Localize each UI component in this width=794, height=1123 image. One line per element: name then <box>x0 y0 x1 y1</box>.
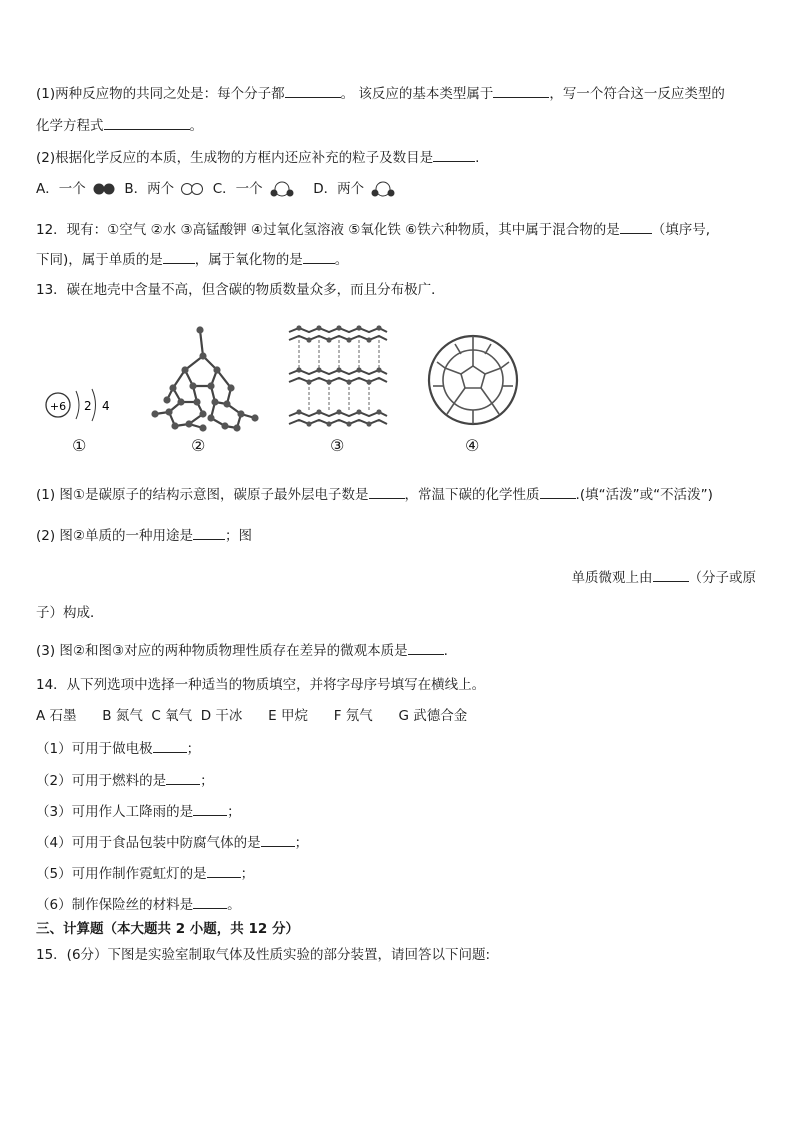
option-label: D．两个 <box>313 181 365 197</box>
q14-text: （6）制作保险丝的材料是 <box>36 897 194 913</box>
option-a[interactable] <box>36 180 120 198</box>
answer-blank[interactable] <box>369 484 405 499</box>
answer-blank[interactable] <box>193 894 227 909</box>
q13-text: 单质微观上由 <box>571 570 653 586</box>
molecule-icon <box>370 181 396 197</box>
q11-text: ，写一个符合这一反应类型的 <box>549 86 725 102</box>
answer-blank[interactable] <box>207 863 241 878</box>
q14-text: （5）可用作制作霓虹灯的是 <box>36 866 207 882</box>
q13-text: (2) 图②单质的一种用途是 <box>36 528 194 544</box>
q13-part2-cont <box>572 567 757 587</box>
q13-text: ；图 <box>225 528 253 544</box>
nucleus-label: +6 <box>49 400 67 413</box>
answer-blank[interactable] <box>163 249 195 264</box>
q14-text: （2）可用于燃料的是 <box>36 773 167 789</box>
q14-item-5 <box>36 863 254 883</box>
two-filled-atoms-icon <box>92 182 118 196</box>
section-heading: 三、计算题（本大题共 2 小题，共 12 分） <box>36 921 299 937</box>
q11-text: (2)根据化学反应的本质，生成物的方框内还应补充的粒子及数目是 <box>36 150 434 166</box>
shell1-electrons: 2 <box>84 399 92 413</box>
answer-blank[interactable] <box>261 832 295 847</box>
q11-line3 <box>36 147 479 167</box>
q11-text: . <box>475 150 480 166</box>
answer-blank[interactable] <box>303 249 335 264</box>
q14-item-2 <box>36 770 214 790</box>
q14-text: ； <box>227 804 241 820</box>
q14-item-1 <box>36 738 200 758</box>
q12-text: 下同)，属于单质的是 <box>36 252 163 268</box>
q13-text: .(填“活泼”或“不活泼”) <box>575 487 713 503</box>
answer-blank[interactable] <box>493 83 549 98</box>
answer-blank[interactable] <box>620 219 652 234</box>
answer-blank[interactable] <box>193 525 225 540</box>
option-b[interactable] <box>124 180 208 198</box>
answer-blank[interactable] <box>285 83 341 98</box>
q14-item-6 <box>36 894 241 914</box>
q14-text: 。 <box>227 897 241 913</box>
answer-blank[interactable] <box>433 147 475 162</box>
shell2-electrons: 4 <box>102 399 110 413</box>
answer-blank[interactable] <box>653 567 689 582</box>
two-hollow-atoms-icon <box>180 182 206 196</box>
figure-label-4: ④ <box>465 436 480 455</box>
q14-text: ； <box>240 866 255 882</box>
q11-options <box>36 180 398 198</box>
figure-label-2: ② <box>191 436 206 455</box>
figure-label-1: ① <box>72 436 87 455</box>
q14-text: （3）可用作人工降雨的是 <box>36 804 194 820</box>
q13-text: （分子或原 <box>688 570 756 586</box>
q13-part2-end: 子）构成． <box>36 605 104 621</box>
option-c[interactable] <box>213 180 297 198</box>
q14-stem: 14．从下列选项中选择一种适当的物质填空，并将字母序号填写在横线上。 <box>36 677 486 693</box>
q14-item-4 <box>36 832 308 852</box>
answer-blank[interactable] <box>104 115 190 130</box>
q11-text: 化学方程式 <box>36 118 104 134</box>
q13-part3 <box>36 640 448 660</box>
q11-text: 。 该反应的基本类型属于 <box>340 86 494 102</box>
q11-text: 。 <box>189 118 203 134</box>
q14-text: ； <box>200 773 214 789</box>
q14-text: ； <box>294 835 309 851</box>
q13-stem: 13．碳在地壳中含量不高，但含碳的物质数量众多，而且分布极广． <box>36 282 445 298</box>
answer-blank[interactable] <box>408 640 444 655</box>
q13-text: (3) 图②和图③对应的两种物质物理性质存在差异的微观本质是 <box>36 643 408 659</box>
q11-line2 <box>36 115 203 135</box>
q13-part2 <box>36 525 252 545</box>
q12-text: ，属于氧化物的是 <box>194 252 303 268</box>
molecule-icon <box>269 181 295 197</box>
q12-line1 <box>36 219 710 239</box>
q13-text: . <box>443 643 448 659</box>
q14-text: （1）可用于做电极 <box>36 741 153 757</box>
q14-options: A 石墨 B 氮气 C 氧气 D 干冰 E 甲烷 F 氖气 G 武德合金 <box>36 708 468 724</box>
option-label: B．两个 <box>124 181 175 197</box>
q13-text: (1) 图①是碳原子的结构示意图，碳原子最外层电子数是 <box>36 487 369 503</box>
answer-blank[interactable] <box>166 770 200 785</box>
answer-blank[interactable] <box>540 484 576 499</box>
q13-text: ，常温下碳的化学性质 <box>404 487 540 503</box>
q11-text: (1)两种反应物的共同之处是：每个分子都 <box>36 86 285 102</box>
q13-part1 <box>36 484 713 504</box>
figure-label-3: ③ <box>330 436 345 455</box>
answer-blank[interactable] <box>193 801 227 816</box>
option-d[interactable] <box>313 180 398 198</box>
q12-text: 。 <box>334 252 349 268</box>
q14-text: ； <box>186 741 201 757</box>
q12-text: （填序号, <box>651 222 711 238</box>
q12-text: 12．现有：①空气 ②水 ③高锰酸钾 ④过氧化氢溶液 ⑤氧化铁 ⑥铁六种物质，其中属于混合物的是 <box>36 222 620 238</box>
q15-stem: 15．(6分）下图是实验室制取气体及性质实验的部分装置，请回答以下问题: <box>36 947 491 963</box>
answer-blank[interactable] <box>153 738 187 753</box>
q11-line1 <box>36 83 725 103</box>
q14-item-3 <box>36 801 241 821</box>
q14-text: （4）可用于食品包装中防腐气体的是 <box>36 835 261 851</box>
option-label: C．一个 <box>212 181 263 197</box>
q12-line2 <box>36 249 348 269</box>
option-label: A．一个 <box>36 181 86 197</box>
